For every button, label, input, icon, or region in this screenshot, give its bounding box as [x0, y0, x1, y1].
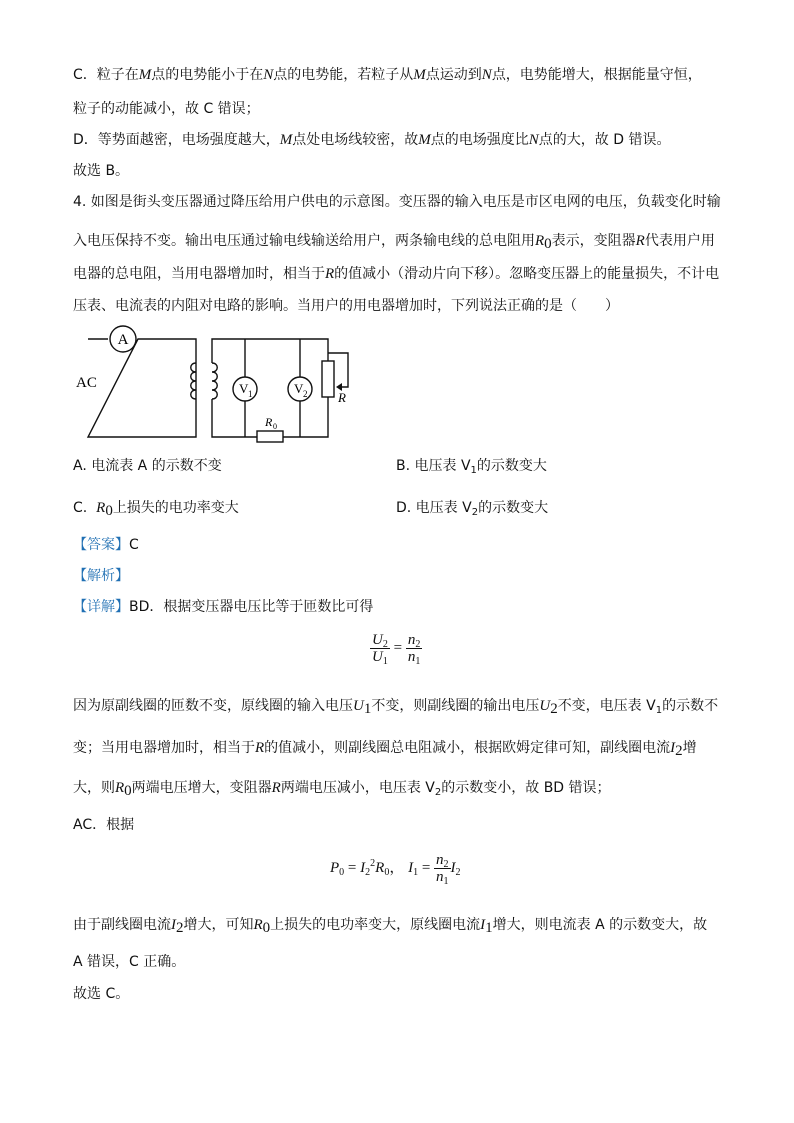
- symbol-n: N: [481, 67, 492, 83]
- subscript: 0: [124, 783, 132, 799]
- option-d: [396, 498, 548, 518]
- option-c: [73, 498, 239, 518]
- symbol-u: U: [372, 632, 383, 648]
- formula-voltage-ratio: [370, 632, 422, 665]
- answer-line: [73, 535, 139, 555]
- symbol-u: U: [539, 698, 551, 714]
- subscript: 2: [443, 859, 449, 870]
- text: 的示数不: [662, 698, 719, 714]
- symbol-r: R: [375, 859, 385, 876]
- symbol-r: R: [535, 233, 545, 249]
- v2-subscript: 2: [303, 389, 308, 399]
- select-answer-b: 故选 B。: [73, 163, 130, 179]
- text: 点，电势能增大，根据能量守恒，: [491, 67, 702, 83]
- subscript: 0: [262, 920, 271, 936]
- text: 因为原副线圈的匝数不变，原线圈的输入电压: [73, 698, 353, 714]
- subscript: 1: [655, 705, 663, 716]
- v1-label: V: [239, 381, 249, 396]
- r0-label: R: [265, 415, 273, 429]
- symbol-r: R: [115, 780, 125, 796]
- numerator: [434, 852, 451, 869]
- text: 增: [682, 740, 697, 756]
- subscript: 0: [544, 236, 552, 252]
- formula-power: [330, 852, 461, 885]
- subscript: 0: [384, 866, 390, 878]
- text: ．粒子在: [82, 67, 139, 83]
- equals-sign: =: [421, 859, 431, 876]
- detail-heading: 【详解】: [73, 599, 129, 615]
- primary-wire: [88, 339, 196, 437]
- symbol-n: n: [407, 649, 416, 665]
- text: 两端电压减小，电压表 V: [280, 780, 435, 796]
- text: 点处电场线较密，故: [292, 132, 419, 148]
- r-label: R: [338, 390, 346, 405]
- text: 的示数变大: [478, 500, 549, 516]
- answer-label: 【答案】: [73, 537, 129, 553]
- symbol-p: P: [330, 859, 340, 876]
- symbol-r: R: [255, 740, 265, 756]
- subscript: 2: [471, 507, 479, 518]
- detail-paragraph-line2: [73, 738, 697, 758]
- symbol-m: M: [279, 132, 293, 148]
- symbol-i: I: [408, 859, 414, 876]
- subscript: 2: [550, 701, 558, 717]
- symbol-m: M: [138, 67, 152, 83]
- text: 增大，则电流表 A 的示数变大，故: [492, 917, 708, 933]
- subscript: 2: [382, 639, 388, 650]
- symbol-n: n: [436, 869, 444, 885]
- label-d: D: [73, 132, 84, 148]
- fraction-n: [434, 852, 451, 885]
- denominator: [434, 869, 451, 885]
- text: 不变，则副线圈的输出电压: [371, 698, 540, 714]
- option-a: A. 电流表 A 的示数不变: [73, 458, 222, 474]
- symbol-i: I: [670, 740, 676, 756]
- conclusion-line1: [73, 915, 707, 935]
- symbol-r: R: [325, 266, 335, 282]
- resistor-r0: [257, 431, 283, 442]
- text: 两端电压增大，变阻器: [131, 780, 272, 796]
- text: 的示数变大: [476, 458, 547, 474]
- subscript: 2: [675, 743, 683, 759]
- symbol-r: R: [96, 500, 106, 516]
- analysis-heading: 【解析】: [73, 568, 129, 584]
- text: BD．根据变压器电压比等于匝数比可得: [129, 599, 374, 615]
- fraction-u: [370, 632, 390, 665]
- subscript: 1: [470, 465, 477, 476]
- option-b: [396, 456, 547, 476]
- question4-line4: 压表、电流表的内阻对电路的影响。当用户的用电器增加时，下列说法正确的是（ ）: [73, 298, 619, 314]
- symbol-r: R: [271, 780, 281, 796]
- comma: ，: [389, 859, 405, 876]
- text: 增大，可知: [183, 917, 254, 933]
- subscript: 2: [176, 920, 184, 936]
- analysis-label: [73, 566, 129, 586]
- symbol-i: I: [171, 917, 176, 933]
- text: 点的大，故 D 错误。: [538, 132, 671, 148]
- text: D. 电压表 V: [396, 500, 472, 516]
- subscript: 1: [382, 656, 388, 667]
- option-c-explanation-line1: [73, 65, 702, 85]
- symbol-r: R: [635, 233, 645, 249]
- equals-sign: =: [347, 859, 357, 876]
- circuit-diagram: [76, 325, 360, 445]
- text: 入电压保持不变。输出电压通过输电线输送给用户，两条输电线的总电阻用: [73, 233, 535, 249]
- option-c-explanation-line2: 粒子的动能减小，故 C 错误；: [73, 101, 260, 117]
- detail-paragraph-line1: [73, 696, 718, 716]
- text: 点的电势能小于在: [151, 67, 264, 83]
- rheostat-r: [322, 361, 334, 397]
- denominator: [370, 649, 390, 665]
- symbol-i: I: [450, 859, 456, 876]
- question4-line1: 4. 如图是街头变压器通过降压给用户供电的示意图。变压器的输入电压是市区电网的电压，负载变化时输: [73, 194, 721, 210]
- subscript: 1: [415, 656, 421, 667]
- label-c: C: [73, 67, 83, 83]
- denominator: [406, 649, 423, 665]
- symbol-m: M: [413, 67, 426, 83]
- ac-heading: AC．根据: [73, 817, 135, 833]
- text: 上损失的电功率变大: [112, 500, 239, 516]
- text: 上损失的电功率变大，原线圈电流: [270, 917, 481, 933]
- subscript: 1: [485, 920, 493, 936]
- symbol-u: U: [353, 698, 364, 714]
- symbol-n: N: [263, 67, 274, 83]
- text: 的值减小，则副线圈总电阻减小，根据欧姆定律可知，副线圈电流: [264, 740, 671, 756]
- superscript: 2: [370, 857, 376, 869]
- v2-label: V: [294, 381, 304, 396]
- subscript: 0: [105, 503, 113, 519]
- subscript: 2: [415, 639, 421, 650]
- primary-coil: [191, 363, 196, 399]
- symbol-n: n: [436, 852, 444, 868]
- numerator: [370, 632, 390, 649]
- symbol-m: M: [418, 132, 431, 148]
- symbol-n: N: [528, 132, 539, 148]
- ac-source-label: AC: [76, 375, 97, 391]
- text: 不变，电压表 V: [557, 698, 656, 714]
- symbol-i: I: [360, 859, 366, 876]
- text: 点运动到: [425, 67, 482, 83]
- secondary-coil: [212, 363, 217, 399]
- question4-line2: [73, 231, 715, 251]
- answer-value: C: [129, 537, 139, 553]
- option-d-explanation: [73, 130, 670, 150]
- text: 点的电势能，若粒子从: [273, 67, 414, 83]
- text: 点的电场强度比: [430, 132, 529, 148]
- text: 的值减小（滑动片向下移）。忽略变压器上的能量损失，不计电: [334, 266, 720, 282]
- text: C.: [73, 500, 88, 516]
- subscript: 1: [443, 876, 449, 887]
- subscript: 1: [413, 866, 419, 878]
- subscript: 2: [434, 787, 442, 798]
- fraction-n: [406, 632, 423, 665]
- text: 的示数变小，故 BD 错误；: [441, 780, 611, 796]
- text: 变；当用电器增加时，相当于: [73, 740, 255, 756]
- subscript: 2: [455, 866, 461, 878]
- ammeter-label: A: [117, 332, 129, 348]
- symbol-i: I: [480, 917, 486, 933]
- question4-line3: [73, 264, 719, 284]
- text: 电器的总电阻，当用电器增加时，相当于: [73, 266, 325, 282]
- v1-subscript: 1: [248, 389, 253, 399]
- detail-paragraph-line3: [73, 778, 611, 798]
- symbol-r: R: [253, 917, 263, 933]
- r0-subscript: 0: [273, 422, 277, 431]
- select-answer-c: 故选 C。: [73, 986, 130, 1002]
- symbol-u: U: [372, 649, 383, 665]
- conclusion-line2: A 错误，C 正确。: [73, 954, 186, 970]
- text: B. 电压表 V: [396, 458, 471, 474]
- subscript: 2: [365, 866, 371, 878]
- text: ．等势面越密，电场强度越大，: [83, 132, 280, 148]
- detail-line: [73, 597, 373, 617]
- equals-sign: =: [393, 639, 403, 656]
- subscript: 0: [339, 866, 345, 878]
- text: 由于副线圈电流: [73, 917, 171, 933]
- subscript: 1: [363, 701, 372, 717]
- text: 表示，变阻器: [551, 233, 636, 249]
- text: 大，则: [73, 780, 115, 796]
- text: 代表用户用: [644, 233, 715, 249]
- numerator: [406, 632, 423, 649]
- symbol-n: n: [407, 632, 416, 648]
